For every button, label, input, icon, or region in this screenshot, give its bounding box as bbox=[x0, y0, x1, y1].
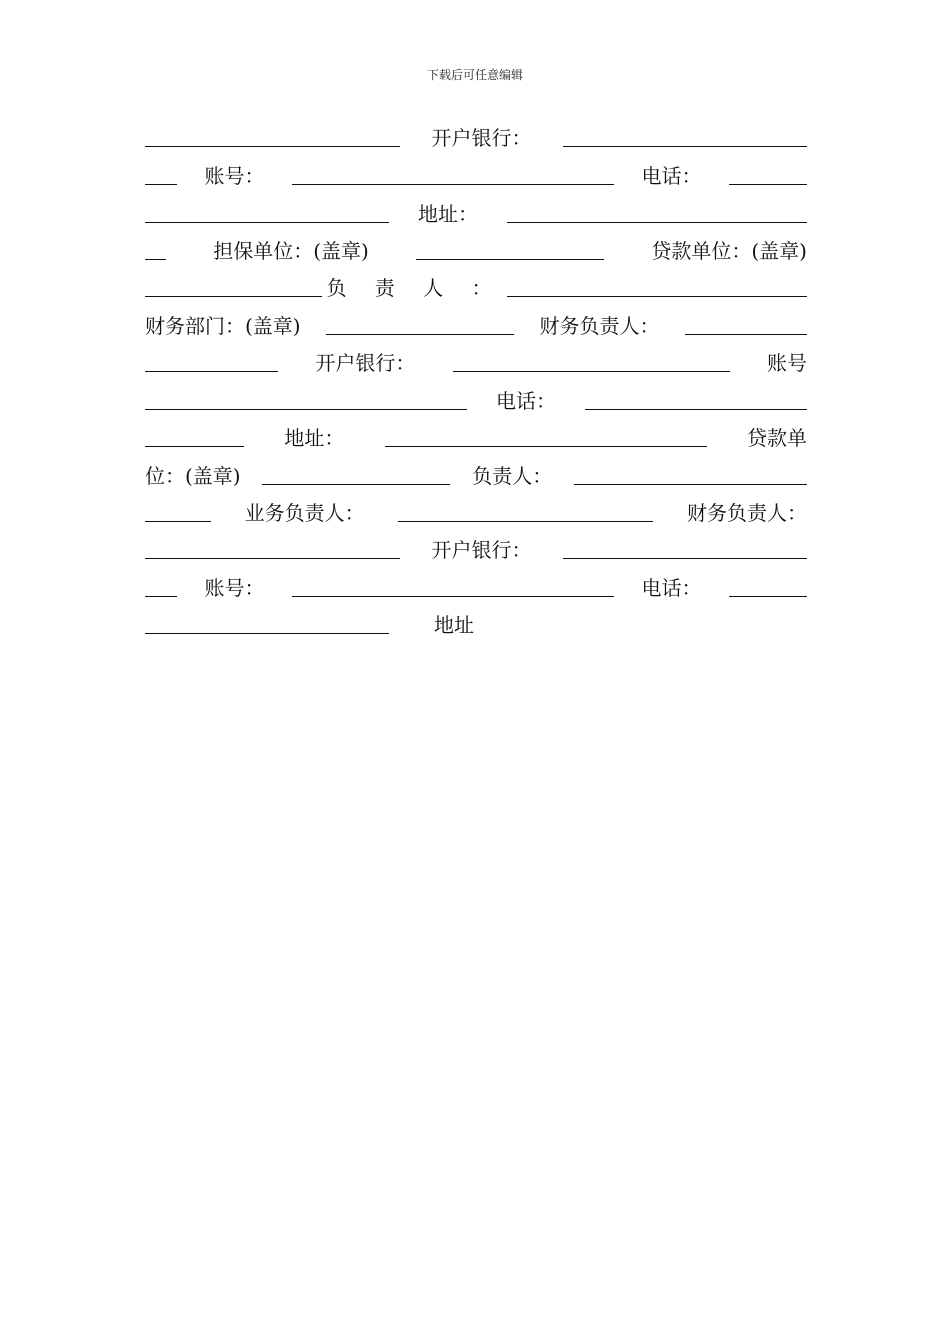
phone-field[interactable] bbox=[585, 387, 807, 410]
responsible-field[interactable] bbox=[574, 462, 807, 485]
responsible-label: 负责人： bbox=[472, 464, 553, 488]
responsible-field[interactable] bbox=[507, 274, 807, 297]
blank-field[interactable] bbox=[145, 424, 244, 447]
form-line bbox=[145, 562, 807, 600]
address-label: 地址 bbox=[434, 613, 474, 637]
blank-field[interactable] bbox=[145, 349, 278, 372]
bank-field[interactable] bbox=[453, 349, 730, 372]
blank-field[interactable] bbox=[145, 611, 389, 634]
form-line bbox=[145, 524, 807, 562]
form-line bbox=[145, 150, 807, 188]
form-line bbox=[145, 487, 807, 525]
form-line bbox=[145, 412, 807, 450]
form-line bbox=[145, 262, 807, 300]
lender-label-cont: 位：(盖章) bbox=[145, 464, 241, 488]
account-field[interactable] bbox=[292, 574, 614, 597]
form-line bbox=[145, 188, 807, 226]
blank-field[interactable] bbox=[145, 499, 211, 522]
finance-head-label: 财务负责人： bbox=[686, 501, 807, 525]
phone-label: 电话： bbox=[641, 164, 702, 188]
form-line bbox=[145, 599, 807, 637]
guarantor-label: 担保单位：(盖章) bbox=[213, 239, 369, 263]
bank-label: 开户银行： bbox=[315, 351, 416, 375]
account-label: 账号： bbox=[204, 164, 265, 188]
business-head-field[interactable] bbox=[398, 499, 653, 522]
account-field[interactable] bbox=[145, 387, 467, 410]
blank-field[interactable] bbox=[145, 200, 389, 223]
phone-field[interactable] bbox=[729, 574, 807, 597]
account-label: 账号： bbox=[204, 576, 265, 600]
form-line bbox=[145, 300, 807, 338]
finance-dept-field[interactable] bbox=[326, 312, 514, 335]
address-label: 地址： bbox=[418, 202, 478, 226]
form-line bbox=[145, 225, 807, 263]
lender-field[interactable] bbox=[262, 462, 450, 485]
blank-field[interactable] bbox=[145, 574, 177, 597]
phone-field[interactable] bbox=[729, 162, 807, 185]
bank-label: 开户银行： bbox=[431, 538, 532, 562]
guarantor-field[interactable] bbox=[416, 237, 604, 260]
business-head-label: 业务负责人： bbox=[244, 501, 365, 525]
form-line bbox=[145, 112, 807, 150]
address-field[interactable] bbox=[507, 200, 807, 223]
bank-label: 开户银行： bbox=[431, 126, 532, 150]
form-line bbox=[145, 337, 807, 375]
lender-label: 贷款单位：(盖章) bbox=[651, 239, 807, 263]
phone-label: 电话： bbox=[641, 576, 702, 600]
account-field[interactable] bbox=[292, 162, 614, 185]
header-note: 下载后可任意编辑 bbox=[426, 68, 523, 82]
finance-head-label: 财务负责人： bbox=[539, 314, 660, 338]
bank-field[interactable] bbox=[563, 124, 807, 147]
blank-field[interactable] bbox=[145, 162, 177, 185]
bank-field[interactable] bbox=[563, 536, 807, 559]
responsible-label: 负 责 人 ： bbox=[326, 276, 503, 300]
lender-field[interactable] bbox=[145, 274, 322, 297]
finance-head-field[interactable] bbox=[145, 536, 400, 559]
phone-label: 电话： bbox=[496, 389, 556, 413]
address-label: 地址： bbox=[284, 426, 345, 450]
blank-field[interactable] bbox=[145, 124, 400, 147]
account-label: 账号 bbox=[766, 351, 807, 375]
finance-dept-label: 财务部门：(盖章) bbox=[145, 314, 301, 338]
address-field[interactable] bbox=[385, 424, 707, 447]
finance-head-field[interactable] bbox=[685, 312, 807, 335]
form-line bbox=[145, 375, 807, 413]
form-line bbox=[145, 450, 807, 488]
lender-label: 贷款单 bbox=[746, 426, 807, 450]
blank-field[interactable] bbox=[145, 237, 166, 260]
